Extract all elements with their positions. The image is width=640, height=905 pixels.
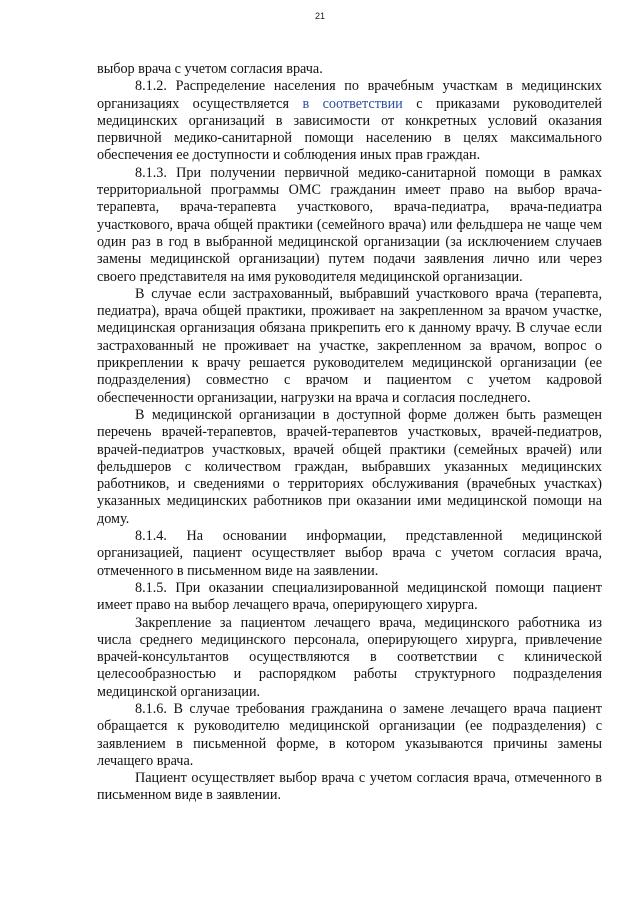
paragraph-8-1-2-text-start: 8.1.2. Распределение населения по врачебным участкам в медицинских организациях осуществляется [97,78,602,112]
paragraph-attachment-rules: В случае если застрахованный, выбравший участкового врача (терапевта, педиатра), врача общей практики, проживает на закрепленном за врачом участке, медицинская организация обязана прикрепить его к данному врачу. В случае если застрахованный не проживает на участке, закрепленном за врачом, вопрос о прикреплении к врачу решается руководителем медицинской организации (ее подразделения) совместно с врачом и пациентом с учетом кадровой обеспеченности организации, нагрузки на врача и согласия последнего. [97,285,602,406]
paragraph-8-1-4: 8.1.4. На основании информации, представленной медицинской организацией, пациент осуществляет выбор врача с учетом согласия врача, отмеченного в письменном виде на заявлении. [97,528,602,579]
paragraph-8-1-2-text-end: с приказами руководителей медицинских организаций в зависимости от конкретных условий оказания первичной медико-санитарной помощи населению в целях максимального обеспечения ее доступности и соблюдения иных прав граждан. [97,95,603,164]
document-body [97,61,602,805]
paragraph-8-1-2 [97,78,602,164]
page-number: 21 [314,11,325,21]
paragraph-patient-choice: Пациент осуществляет выбор врача с учетом согласия врача, отмеченного в письменном виде в заявлении. [97,770,602,804]
paragraph-assignment: Закрепление за пациентом лечащего врача, медицинского работника из числа среднего медицинского персонала, оперирующего хирурга, привлечение врачей-консультантов осуществляются в соответствии с клинической целесообразностью и распорядком работы структурного подразделения медицинской организации. [97,614,602,700]
paragraph-doctor-list: В медицинской организации в доступной форме должен быть размещен перечень врачей-терапевтов, врачей-терапевтов участковых, врачей-педиатров, врачей-педиатров участковых, врачей общей практики (семейных врачей) или фельдшеров с количеством граждан, выбравших указанных медицинских работников, и сведениями о территориях обслуживания (врачебных участках) указанных медицинских работников при оказании ими медицинской помощи на дому. [97,406,602,527]
paragraph-8-1-3: 8.1.3. При получении первичной медико-санитарной помощи в рамках территориальной программы ОМС гражданин имеет право на выбор врача-терапевта, врача-терапевта участкового, врача-педиатра, врача-педиатра участкового, врача общей практики (семейного врача) или фельдшера не чаще чем один раз в год в выбранной медицинской организации (за исключением случаев замены медицинской организации) путем подачи заявления лично или через своего представителя на имя руководителя медицинской организации. [97,164,602,285]
paragraph-8-1-6: 8.1.6. В случае требования гражданина о замене лечащего врача пациент обращается к руководителю медицинской организации (ее подразделения) с заявлением в письменной форме, в котором указываются причины замены лечащего врача. [97,700,602,769]
in-accordance-link[interactable]: в соответствии [302,95,403,112]
paragraph-continuation: выбор врача с учетом согласия врача. [97,61,323,77]
paragraph-8-1-5: 8.1.5. При оказании специализированной медицинской помощи пациент имеет право на выбор лечащего врача, оперирующего хирурга. [97,579,602,614]
